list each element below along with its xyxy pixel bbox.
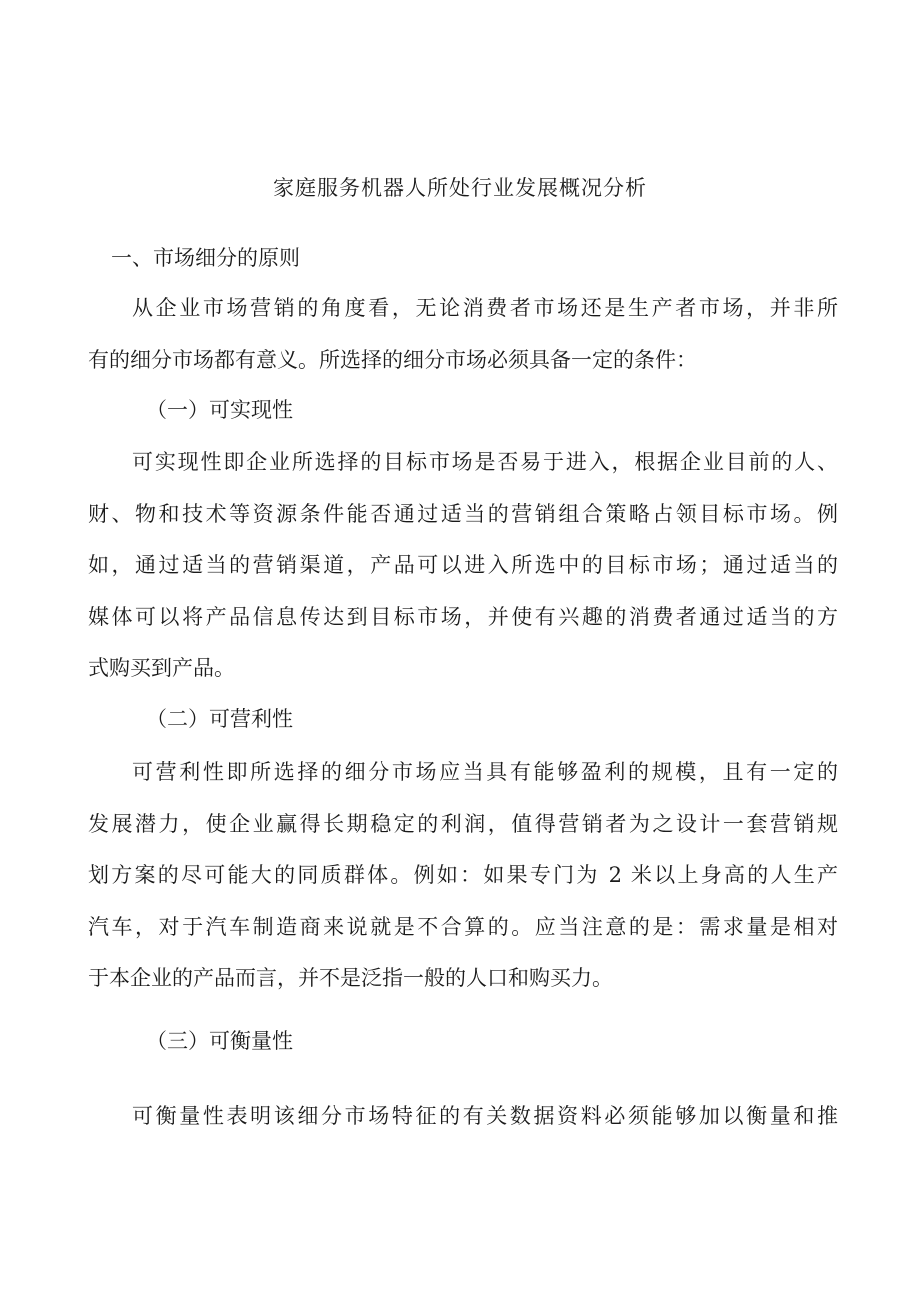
subsection-heading: （二）可营利性 <box>146 707 293 731</box>
paragraph-line: 媒体可以将产品信息传达到目标市场，并使有兴趣的消费者通过适当的方 <box>88 605 838 629</box>
section-heading: 一、市场细分的原则 <box>111 246 300 270</box>
paragraph-line: 财、物和技术等资源条件能否通过适当的营销组合策略占领目标市场。例 <box>88 502 838 526</box>
paragraph-line: 可营利性即所选择的细分市场应当具有能够盈利的规模，且有一定的 <box>132 760 838 784</box>
document-title: 家庭服务机器人所处行业发展概况分析 <box>273 176 647 200</box>
paragraph-line: 汽车，对于汽车制造商来说就是不合算的。应当注意的是：需求量是相对 <box>88 915 838 939</box>
paragraph-line: 于本企业的产品而言，并不是泛指一般的人口和购买力。 <box>88 966 613 990</box>
paragraph-line: 划方案的尽可能大的同质群体。例如：如果专门为 2 米以上身高的人生产 <box>88 863 838 887</box>
paragraph-line: 有的细分市场都有意义。所选择的细分市场必须具备一定的条件： <box>88 348 697 372</box>
paragraph-line: 从企业市场营销的角度看，无论消费者市场还是生产者市场，并非所 <box>132 296 838 320</box>
paragraph-line: 发展潜力，使企业赢得长期稳定的利润，值得营销者为之设计一套营销规 <box>88 812 838 836</box>
paragraph-line: 式购买到产品。 <box>88 656 235 680</box>
subsection-heading: （三）可衡量性 <box>146 1029 293 1053</box>
paragraph-line: 可衡量性表明该细分市场特征的有关数据资料必须能够加以衡量和推 <box>132 1104 838 1128</box>
paragraph-line: 可实现性即企业所选择的目标市场是否易于进入，根据企业目前的人、 <box>132 450 838 474</box>
subsection-heading: （一）可实现性 <box>146 398 293 422</box>
paragraph-line: 如，通过适当的营销渠道，产品可以进入所选中的目标市场；通过适当的 <box>88 553 838 577</box>
